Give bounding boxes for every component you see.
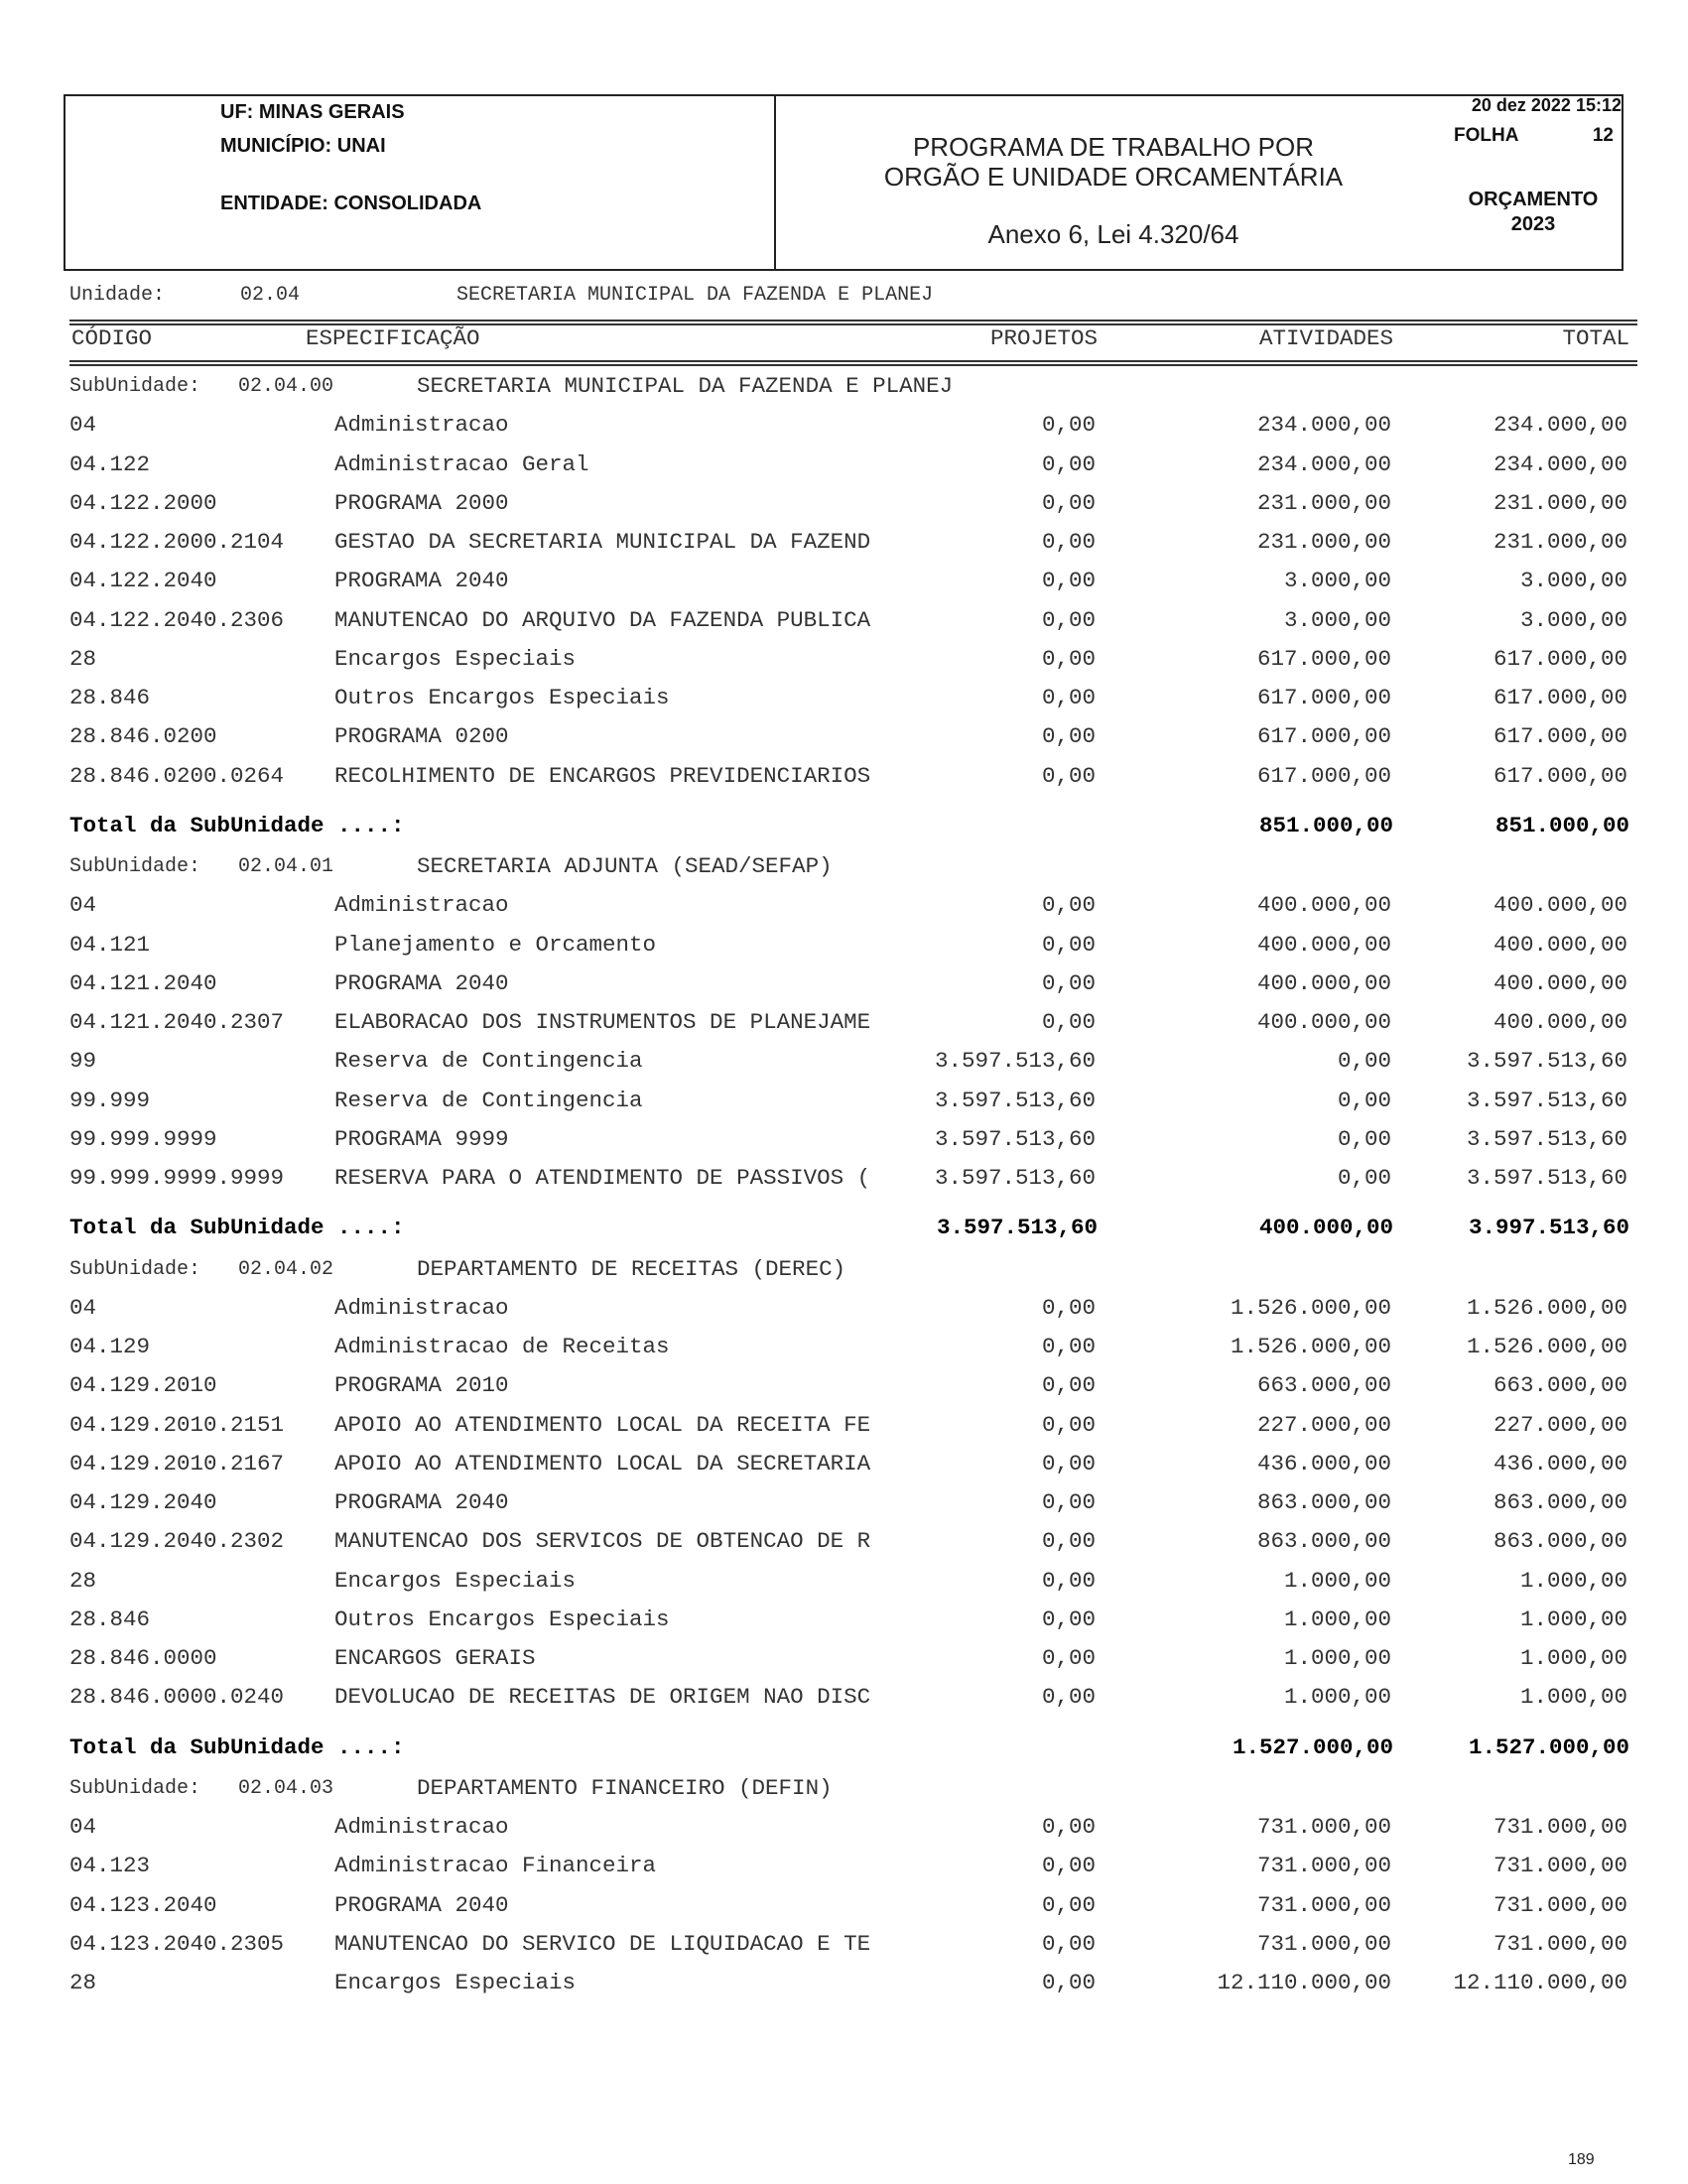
table-row xyxy=(0,529,1688,559)
table-row xyxy=(0,1088,1688,1117)
table-row xyxy=(0,970,1688,1000)
row-total: 231.000,00 xyxy=(1493,490,1627,516)
subunidade-code: 02.04.01 xyxy=(238,855,334,878)
row-especificacao: MANUTENCAO DO ARQUIVO DA FAZENDA PUBLICA xyxy=(334,607,871,633)
row-total: 617.000,00 xyxy=(1493,646,1627,672)
row-projetos: 0,00 xyxy=(1041,1528,1096,1554)
total-total: 3.997.513,60 xyxy=(1468,1215,1629,1240)
row-codigo: 28 xyxy=(69,1568,97,1594)
row-projetos: 0,00 xyxy=(1041,412,1096,438)
row-projetos: 0,00 xyxy=(1041,1009,1096,1035)
unidade-label: Unidade: xyxy=(69,284,166,307)
row-projetos: 3.597.513,60 xyxy=(934,1088,1096,1113)
row-projetos: 0,00 xyxy=(1041,1892,1096,1918)
row-codigo: 04.129.2010 xyxy=(69,1372,217,1398)
row-especificacao: Outros Encargos Especiais xyxy=(334,685,670,710)
row-codigo: 04.123 xyxy=(69,1853,151,1878)
row-projetos: 3.597.513,60 xyxy=(934,1126,1096,1152)
table-row xyxy=(0,1334,1688,1363)
uf-label: UF: MINAS GERAIS xyxy=(220,101,405,123)
table-row xyxy=(0,1126,1688,1156)
row-projetos: 0,00 xyxy=(1041,1412,1096,1438)
row-especificacao: MANUTENCAO DOS SERVICOS DE OBTENCAO DE R xyxy=(334,1528,871,1554)
subunidade-header-row xyxy=(0,373,1688,403)
row-codigo: 28.846.0200.0264 xyxy=(69,763,285,789)
total-projetos: 3.597.513,60 xyxy=(936,1215,1098,1240)
table-row xyxy=(0,490,1688,520)
row-codigo: 04.122 xyxy=(69,451,151,477)
table-row xyxy=(0,1931,1688,1961)
row-projetos: 0,00 xyxy=(1041,1568,1096,1594)
table-row xyxy=(0,1009,1688,1039)
total-label: Total da SubUnidade ....: xyxy=(69,1734,405,1760)
subunidade-name: SECRETARIA ADJUNTA (SEAD/SEFAP) xyxy=(417,853,833,879)
row-codigo: 99.999.9999.9999 xyxy=(69,1165,285,1191)
table-row xyxy=(0,1606,1688,1636)
row-atividades: 863.000,00 xyxy=(1256,1528,1391,1554)
row-projetos: 0,00 xyxy=(1041,970,1096,996)
table-row xyxy=(0,1048,1688,1078)
row-codigo: 99 xyxy=(69,1048,97,1074)
row-especificacao: RECOLHIMENTO DE ENCARGOS PREVIDENCIARIOS xyxy=(334,763,871,789)
row-codigo: 04.121.2040.2307 xyxy=(69,1009,285,1035)
row-projetos: 3.597.513,60 xyxy=(934,1165,1096,1191)
row-especificacao: PROGRAMA 2040 xyxy=(334,1489,509,1515)
table-row xyxy=(0,451,1688,481)
row-projetos: 0,00 xyxy=(1041,685,1096,710)
row-total: 3.597.513,60 xyxy=(1466,1126,1627,1152)
subunidade-label: SubUnidade: xyxy=(69,1777,201,1800)
row-codigo: 04 xyxy=(69,892,97,918)
row-codigo: 28.846.0000.0240 xyxy=(69,1684,285,1710)
row-codigo: 04 xyxy=(69,1295,97,1321)
row-atividades: 231.000,00 xyxy=(1256,529,1391,555)
subunidade-label: SubUnidade: xyxy=(69,1258,201,1281)
row-codigo: 28.846 xyxy=(69,685,151,710)
row-especificacao: PROGRAMA 2000 xyxy=(334,490,509,516)
row-codigo: 04.121 xyxy=(69,932,151,958)
row-total: 617.000,00 xyxy=(1493,763,1627,789)
row-especificacao: Reserva de Contingencia xyxy=(334,1048,643,1074)
row-especificacao: PROGRAMA 9999 xyxy=(334,1126,509,1152)
row-codigo: 04.122.2040 xyxy=(69,568,217,593)
row-total: 3.597.513,60 xyxy=(1466,1165,1627,1191)
report-subtitle: Anexo 6, Lei 4.320/64 xyxy=(987,219,1239,249)
row-especificacao: PROGRAMA 2040 xyxy=(334,568,509,593)
row-atividades: 400.000,00 xyxy=(1256,892,1391,918)
row-especificacao: GESTAO DA SECRETARIA MUNICIPAL DA FAZEND xyxy=(334,529,871,555)
row-atividades: 3.000,00 xyxy=(1283,607,1391,633)
subunidade-label: SubUnidade: xyxy=(69,375,201,398)
total-total: 1.527.000,00 xyxy=(1468,1734,1629,1760)
row-projetos: 0,00 xyxy=(1041,892,1096,918)
row-projetos: 0,00 xyxy=(1041,1931,1096,1957)
row-projetos: 0,00 xyxy=(1041,451,1096,477)
row-projetos: 0,00 xyxy=(1041,932,1096,958)
folha-label: FOLHA xyxy=(1454,125,1519,146)
row-total: 436.000,00 xyxy=(1493,1451,1627,1477)
row-atividades: 0,00 xyxy=(1337,1048,1391,1074)
row-total: 617.000,00 xyxy=(1493,685,1627,710)
row-total: 731.000,00 xyxy=(1493,1853,1627,1878)
row-total: 231.000,00 xyxy=(1493,529,1627,555)
table-row xyxy=(0,646,1688,676)
row-total: 400.000,00 xyxy=(1493,970,1627,996)
row-projetos: 0,00 xyxy=(1041,607,1096,633)
table-row xyxy=(0,1489,1688,1519)
row-especificacao: Encargos Especiais xyxy=(334,646,577,672)
total-atividades: 400.000,00 xyxy=(1258,1215,1393,1240)
row-especificacao: Reserva de Contingencia xyxy=(334,1088,643,1113)
row-especificacao: Planejamento e Orcamento xyxy=(334,932,657,958)
row-especificacao: Encargos Especiais xyxy=(334,1568,577,1594)
column-header-projetos: PROJETOS xyxy=(989,325,1098,351)
column-header-total: TOTAL xyxy=(1562,325,1629,351)
row-especificacao: Administracao xyxy=(334,1814,509,1840)
row-atividades: 12.110.000,00 xyxy=(1217,1970,1391,1995)
row-projetos: 3.597.513,60 xyxy=(934,1048,1096,1074)
row-total: 1.000,00 xyxy=(1519,1606,1627,1632)
row-projetos: 0,00 xyxy=(1041,1645,1096,1671)
table-row xyxy=(0,1412,1688,1442)
row-projetos: 0,00 xyxy=(1041,723,1096,749)
row-codigo: 04 xyxy=(69,1814,97,1840)
subunidade-total-row xyxy=(0,1215,1688,1244)
table-row xyxy=(0,1372,1688,1402)
subunidade-header-row xyxy=(0,853,1688,883)
row-codigo: 04.129.2010.2167 xyxy=(69,1451,285,1477)
entidade-label: ENTIDADE: CONSOLIDADA xyxy=(220,193,482,214)
row-atividades: 3.000,00 xyxy=(1283,568,1391,593)
row-projetos: 0,00 xyxy=(1041,568,1096,593)
table-row xyxy=(0,763,1688,793)
row-projetos: 0,00 xyxy=(1041,529,1096,555)
row-total: 863.000,00 xyxy=(1493,1489,1627,1515)
subunidade-header-row xyxy=(0,1256,1688,1286)
row-codigo: 28.846.0200 xyxy=(69,723,217,749)
column-header-especificacao: ESPECIFICAÇÃO xyxy=(306,325,480,351)
unidade-name: SECRETARIA MUNICIPAL DA FAZENDA E PLANEJ xyxy=(456,284,934,307)
table-row xyxy=(0,568,1688,597)
orcamento-label: ORÇAMENTO xyxy=(1468,189,1599,210)
row-atividades: 731.000,00 xyxy=(1256,1931,1391,1957)
report-datetime: 20 dez 2022 15:12 xyxy=(1471,95,1622,115)
row-codigo: 28 xyxy=(69,646,97,672)
row-total: 400.000,00 xyxy=(1493,892,1627,918)
total-atividades: 1.527.000,00 xyxy=(1232,1734,1393,1760)
subunidade-header-row xyxy=(0,1775,1688,1805)
folha-number: 12 xyxy=(1592,125,1614,146)
table-row xyxy=(0,607,1688,637)
table-row xyxy=(0,892,1688,922)
table-row xyxy=(0,1528,1688,1558)
total-label: Total da SubUnidade ....: xyxy=(69,813,405,838)
table-row xyxy=(0,932,1688,962)
row-total: 3.000,00 xyxy=(1519,607,1627,633)
row-projetos: 0,00 xyxy=(1041,490,1096,516)
report-title-line2: ORGÃO E UNIDADE ORCAMENTÁRIA xyxy=(883,162,1344,192)
row-total: 1.000,00 xyxy=(1519,1645,1627,1671)
row-codigo: 04 xyxy=(69,412,97,438)
row-atividades: 617.000,00 xyxy=(1256,685,1391,710)
row-codigo: 04.123.2040.2305 xyxy=(69,1931,285,1957)
row-codigo: 04.129 xyxy=(69,1334,151,1359)
row-especificacao: MANUTENCAO DO SERVICO DE LIQUIDACAO E TE xyxy=(334,1931,871,1957)
row-projetos: 0,00 xyxy=(1041,1489,1096,1515)
subunidade-label: SubUnidade: xyxy=(69,855,201,878)
subunidade-code: 02.04.00 xyxy=(238,375,334,398)
row-especificacao: PROGRAMA 2040 xyxy=(334,970,509,996)
row-total: 617.000,00 xyxy=(1493,723,1627,749)
row-especificacao: PROGRAMA 2010 xyxy=(334,1372,509,1398)
row-atividades: 0,00 xyxy=(1337,1126,1391,1152)
row-total: 3.597.513,60 xyxy=(1466,1048,1627,1074)
table-row xyxy=(0,1295,1688,1325)
row-especificacao: APOIO AO ATENDIMENTO LOCAL DA SECRETARIA xyxy=(334,1451,871,1477)
subunidade-total-row xyxy=(0,1734,1688,1764)
row-projetos: 0,00 xyxy=(1041,763,1096,789)
row-atividades: 1.000,00 xyxy=(1283,1568,1391,1594)
table-row xyxy=(0,1853,1688,1882)
column-header-atividades: ATIVIDADES xyxy=(1258,325,1393,351)
row-atividades: 0,00 xyxy=(1337,1165,1391,1191)
row-total: 400.000,00 xyxy=(1493,932,1627,958)
row-projetos: 0,00 xyxy=(1041,1451,1096,1477)
row-especificacao: APOIO AO ATENDIMENTO LOCAL DA RECEITA FE xyxy=(334,1412,871,1438)
row-especificacao: Administracao Geral xyxy=(334,451,589,477)
total-atividades: 851.000,00 xyxy=(1258,813,1393,838)
row-codigo: 99.999 xyxy=(69,1088,151,1113)
row-atividades: 617.000,00 xyxy=(1256,763,1391,789)
row-total: 663.000,00 xyxy=(1493,1372,1627,1398)
row-atividades: 617.000,00 xyxy=(1256,646,1391,672)
row-atividades: 234.000,00 xyxy=(1256,412,1391,438)
subunidade-total-row xyxy=(0,813,1688,842)
row-atividades: 400.000,00 xyxy=(1256,1009,1391,1035)
subunidade-name: DEPARTAMENTO DE RECEITAS (DEREC) xyxy=(417,1256,846,1282)
column-header-top-rule xyxy=(69,320,1637,325)
table-row xyxy=(0,1814,1688,1844)
row-atividades: 617.000,00 xyxy=(1256,723,1391,749)
row-atividades: 1.000,00 xyxy=(1283,1684,1391,1710)
total-total: 851.000,00 xyxy=(1494,813,1629,838)
row-codigo: 99.999.9999 xyxy=(69,1126,217,1152)
subunidade-code: 02.04.02 xyxy=(238,1258,334,1281)
subunidade-name: SECRETARIA MUNICIPAL DA FAZENDA E PLANEJ xyxy=(417,373,954,399)
row-total: 234.000,00 xyxy=(1493,412,1627,438)
row-codigo: 04.122.2040.2306 xyxy=(69,607,285,633)
row-atividades: 731.000,00 xyxy=(1256,1853,1391,1878)
column-header-bottom-rule xyxy=(69,360,1637,366)
table-row xyxy=(0,1451,1688,1480)
report-title-line1: PROGRAMA DE TRABALHO POR xyxy=(912,132,1315,162)
row-especificacao: PROGRAMA 2040 xyxy=(334,1892,509,1918)
table-row xyxy=(0,685,1688,714)
row-atividades: 436.000,00 xyxy=(1256,1451,1391,1477)
row-projetos: 0,00 xyxy=(1041,646,1096,672)
row-codigo: 28 xyxy=(69,1970,97,1995)
row-atividades: 863.000,00 xyxy=(1256,1489,1391,1515)
row-codigo: 04.121.2040 xyxy=(69,970,217,996)
row-especificacao: RESERVA PARA O ATENDIMENTO DE PASSIVOS ( xyxy=(334,1165,871,1191)
row-especificacao: Administracao Financeira xyxy=(334,1853,657,1878)
row-atividades: 663.000,00 xyxy=(1256,1372,1391,1398)
page-number: 189 xyxy=(1568,2151,1595,2168)
table-row xyxy=(0,723,1688,753)
row-total: 227.000,00 xyxy=(1493,1412,1627,1438)
row-codigo: 04.122.2000.2104 xyxy=(69,529,285,555)
total-label: Total da SubUnidade ....: xyxy=(69,1215,405,1240)
row-codigo: 04.123.2040 xyxy=(69,1892,217,1918)
row-atividades: 231.000,00 xyxy=(1256,490,1391,516)
row-total: 400.000,00 xyxy=(1493,1009,1627,1035)
row-especificacao: PROGRAMA 0200 xyxy=(334,723,509,749)
row-atividades: 1.526.000,00 xyxy=(1230,1295,1391,1321)
row-projetos: 0,00 xyxy=(1041,1295,1096,1321)
row-atividades: 731.000,00 xyxy=(1256,1892,1391,1918)
table-row xyxy=(0,1970,1688,1999)
row-codigo: 28.846 xyxy=(69,1606,151,1632)
row-especificacao: ENCARGOS GERAIS xyxy=(334,1645,536,1671)
row-total: 731.000,00 xyxy=(1493,1892,1627,1918)
row-projetos: 0,00 xyxy=(1041,1334,1096,1359)
subunidade-code: 02.04.03 xyxy=(238,1777,334,1800)
row-projetos: 0,00 xyxy=(1041,1814,1096,1840)
table-row xyxy=(0,412,1688,442)
row-especificacao: Administracao xyxy=(334,892,509,918)
row-total: 731.000,00 xyxy=(1493,1814,1627,1840)
municipio-label: MUNICÍPIO: UNAI xyxy=(220,135,386,157)
row-codigo: 04.129.2040 xyxy=(69,1489,217,1515)
row-especificacao: ELABORACAO DOS INSTRUMENTOS DE PLANEJAME xyxy=(334,1009,871,1035)
row-total: 12.110.000,00 xyxy=(1453,1970,1627,1995)
row-projetos: 0,00 xyxy=(1041,1372,1096,1398)
row-codigo: 04.129.2010.2151 xyxy=(69,1412,285,1438)
column-header-codigo: CÓDIGO xyxy=(71,325,153,351)
row-total: 863.000,00 xyxy=(1493,1528,1627,1554)
row-atividades: 1.000,00 xyxy=(1283,1645,1391,1671)
row-codigo: 04.129.2040.2302 xyxy=(69,1528,285,1554)
row-especificacao: Administracao xyxy=(334,412,509,438)
row-atividades: 0,00 xyxy=(1337,1088,1391,1113)
row-total: 3.597.513,60 xyxy=(1466,1088,1627,1113)
row-codigo: 04.122.2000 xyxy=(69,490,217,516)
table-row xyxy=(0,1568,1688,1598)
row-total: 1.000,00 xyxy=(1519,1684,1627,1710)
row-atividades: 400.000,00 xyxy=(1256,932,1391,958)
row-atividades: 1.526.000,00 xyxy=(1230,1334,1391,1359)
row-total: 731.000,00 xyxy=(1493,1931,1627,1957)
table-row xyxy=(0,1165,1688,1195)
row-projetos: 0,00 xyxy=(1041,1853,1096,1878)
row-projetos: 0,00 xyxy=(1041,1606,1096,1632)
row-atividades: 1.000,00 xyxy=(1283,1606,1391,1632)
row-total: 3.000,00 xyxy=(1519,568,1627,593)
row-total: 1.526.000,00 xyxy=(1466,1295,1627,1321)
row-atividades: 234.000,00 xyxy=(1256,451,1391,477)
row-total: 1.526.000,00 xyxy=(1466,1334,1627,1359)
row-projetos: 0,00 xyxy=(1041,1970,1096,1995)
subunidade-name: DEPARTAMENTO FINANCEIRO (DEFIN) xyxy=(417,1775,833,1801)
row-especificacao: Outros Encargos Especiais xyxy=(334,1606,670,1632)
orcamento-year: 2023 xyxy=(1510,213,1556,235)
row-especificacao: Administracao de Receitas xyxy=(334,1334,670,1359)
row-especificacao: Encargos Especiais xyxy=(334,1970,577,1995)
row-especificacao: Administracao xyxy=(334,1295,509,1321)
row-projetos: 0,00 xyxy=(1041,1684,1096,1710)
row-total: 1.000,00 xyxy=(1519,1568,1627,1594)
row-total: 234.000,00 xyxy=(1493,451,1627,477)
row-atividades: 400.000,00 xyxy=(1256,970,1391,996)
unidade-code: 02.04 xyxy=(240,284,301,307)
table-row xyxy=(0,1892,1688,1922)
table-row xyxy=(0,1684,1688,1714)
row-codigo: 28.846.0000 xyxy=(69,1645,217,1671)
row-atividades: 731.000,00 xyxy=(1256,1814,1391,1840)
row-atividades: 227.000,00 xyxy=(1256,1412,1391,1438)
row-especificacao: DEVOLUCAO DE RECEITAS DE ORIGEM NAO DISC xyxy=(334,1684,871,1710)
table-row xyxy=(0,1645,1688,1675)
